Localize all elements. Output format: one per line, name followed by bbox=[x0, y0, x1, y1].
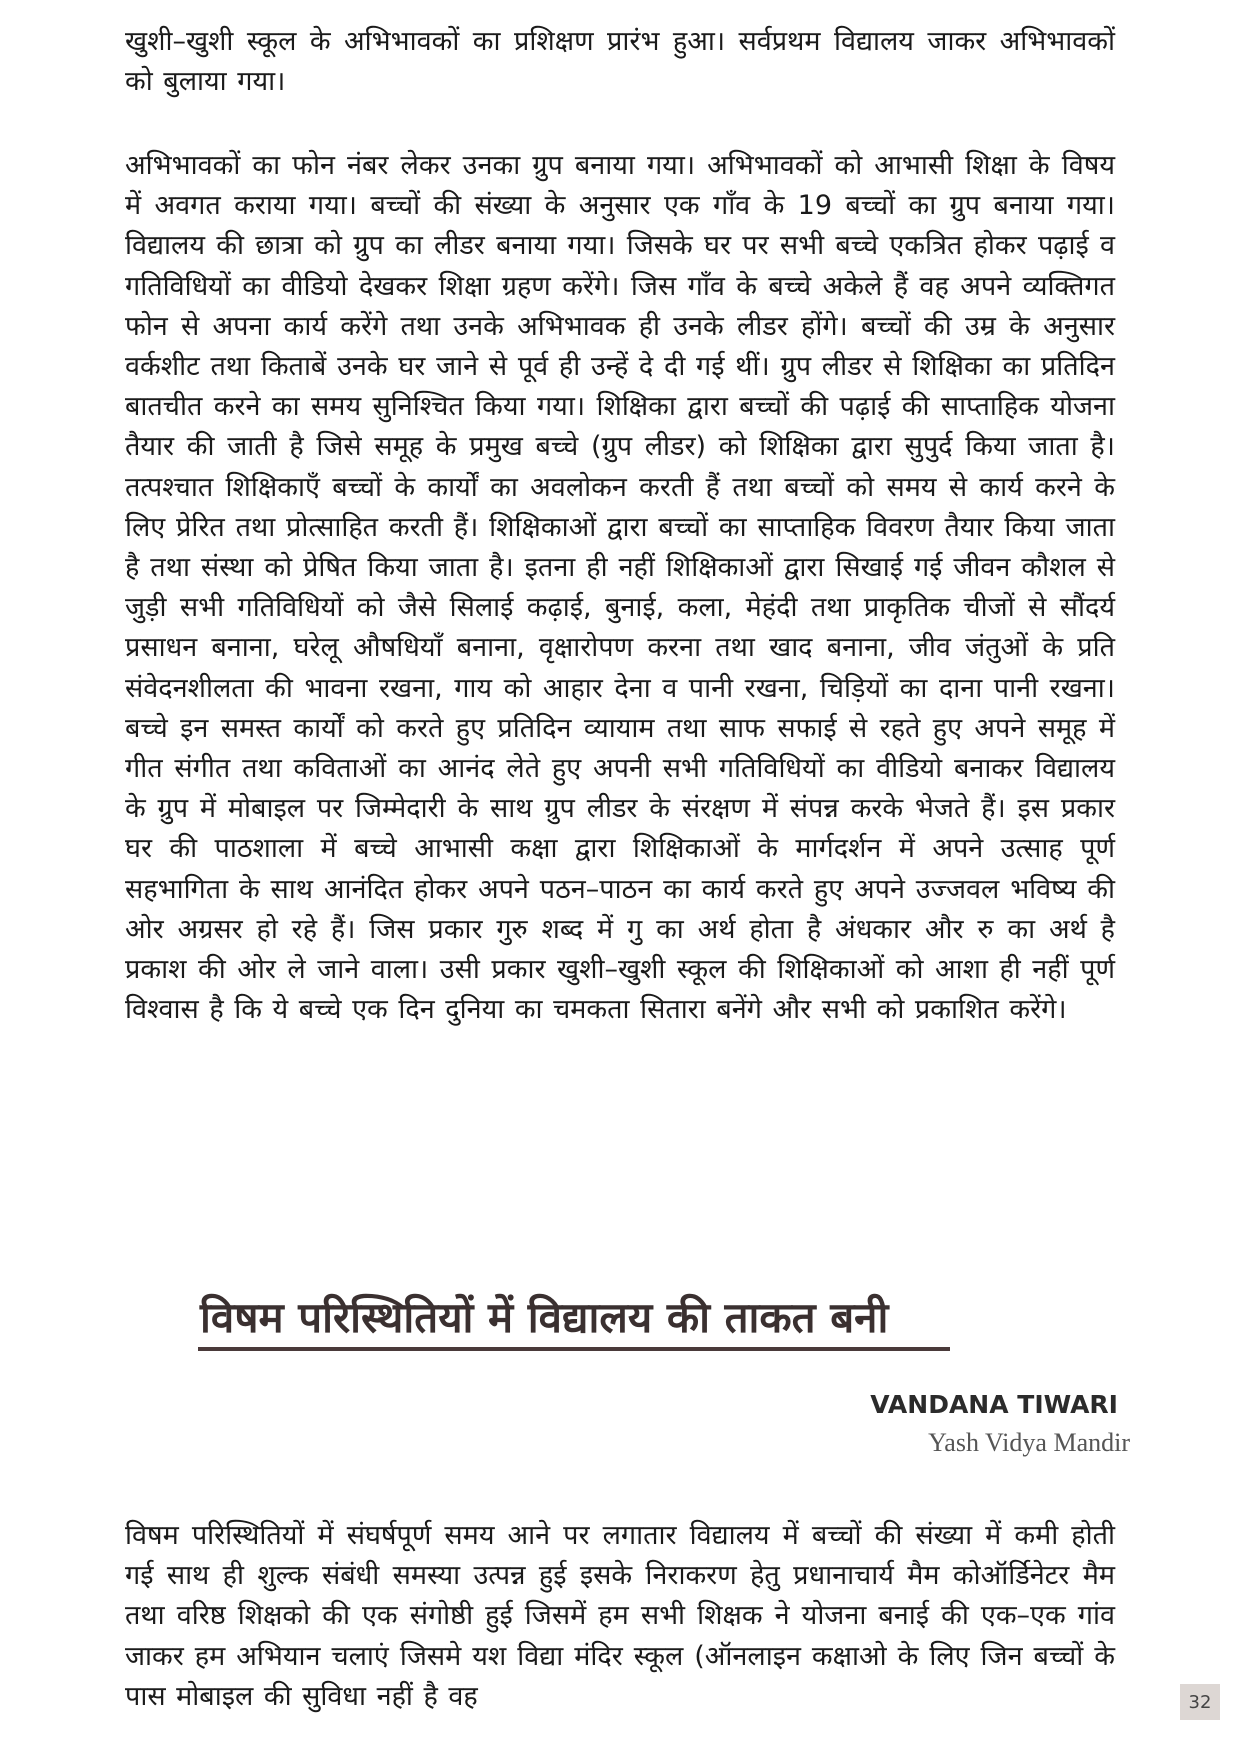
paragraph-body: अभिभावकों का फोन नंबर लेकर उनका ग्रुप बनाया गया। अभिभावकों को आभासी शिक्षा के विषय में अवगत कराया गया। बच्चों की संख्या के अनुसार एक गाँव के 19 बच्चों का ग्रुप बनाया गया। विद्यालय की छात्रा को ग्रुप का लीडर बनाया गया। जिसके घर पर सभी बच्चे एकत्रित होकर पढ़ाई व गतिविधियों का वीडियो देखकर शिक्षा ग्रहण करेंगे। जिस गाँव के बच्चे अकेले हैं वह अपने व्यक्तिगत फोन से अपना कार्य करेंगे तथा उनके अभिभावक ही उनके लीडर होंगे। बच्चों की उम्र के अनुसार वर्कशीट तथा किताबें उनके घर जाने से पूर्व ही उन्हें दे दी गई थीं। ग्रुप लीडर से शिक्षिका का प्रतिदिन बातचीत करने का समय सुनिश्चित किया गया। शिक्षिका द्वारा बच्चों की पढ़ाई की साप्ताहिक योजना तैयार की जाती है जिसे समूह के प्रमुख बच्चे (ग्रुप लीडर) को शिक्षिका द्वारा सुपुर्द किया जाता है। तत्पश्चात शिक्षिकाएँ बच्चों के कार्यों का अवलोकन करती हैं तथा बच्चों को समय से कार्य करने के लिए प्रेरित तथा प्रोत्साहित करती हैं। शिक्षिकाओं द्वारा बच्चों का साप्ताहिक विवरण तैयार किया जाता है तथा संस्था को प्रेषित किया जाता है। इतना ही नहीं शिक्षिकाओं द्वारा सिखाई गई जीवन कौशल से जुड़ी सभी गतिविधियों को जैसे सिलाई कढ़ाई, बुनाई, कला, मेहंदी तथा प्राकृतिक चीजों से सौंदर्य प्रसाधन बनाना, घरेलू औषधियाँ बनाना, वृक्षारोपण करना तथा खाद बनाना, जीव जंतुओं के प्रति संवेदनशीलता की भावना रखना, गाय को आहार देना व पानी रखना, चिड़ियों का दाना पानी रखना। बच्चे इन समस्त कार्यों को करते हुए प्रतिदिन व्यायाम तथा साफ सफाई से रहते हुए अपने समूह में गीत संगीत तथा कविताओं का आनंद लेते हुए अपनी सभी गतिविधियों का वीडियो बनाकर विद्यालय के ग्रुप में मोबाइल पर जिम्मेदारी के साथ ग्रुप लीडर के संरक्षण में संपन्न करके भेजते हैं। इस प्रकार घर की पाठशाला में बच्चे आभासी कक्षा द्वारा शिक्षिकाओं के मार्गदर्शन में अपने उत्साह पूर्ण सहभागिता के साथ आनंदित होकर अपने पठन–पाठन का कार्य करते हुए अपने उज्जवल भविष्य की ओर अग्रसर हो रहे हैं। जिस प्रकार गुरु शब्द में गु का अर्थ होता है अंधकार और रु का अर्थ है प्रकाश की ओर ले जाने वाला। उसी प्रकार खुशी–खुशी स्कूल की शिक्षिकाओं को आशा ही नहीं पूर्ण विश्वास है कि ये बच्चे एक दिन दुनिया का चमकता सितारा बनेंगे और सभी को प्रकाशित करेंगे। bbox=[125, 150, 1115, 1026]
author-school: Yash Vidya Mandir bbox=[928, 1428, 1130, 1457]
paragraph-intro: खुशी–खुशी स्कूल के अभिभावकों का प्रशिक्षण प्रारंभ हुआ। सर्वप्रथम विद्यालय जाकर अभिभावकों को बुलाया गया। bbox=[125, 26, 1115, 98]
paragraph-article: विषम परिस्थितियों में संघर्षपूर्ण समय आने पर लगातार विद्यालय में बच्चों की संख्या में कमी होती गई साथ ही शुल्क संबंधी समस्या उत्पन्न हुई इसके निराकरण हेतु प्रधानाचार्य मैम कोऑर्डिनेटर मैम तथा वरिष्ठ शिक्षको की एक संगोष्ठी हुई जिसमें हम सभी शिक्षक ने योजना बनाई की एक–एक गांव जाकर हम अभियान चलाएं जिसमे यश विद्या मंदिर स्कूल (ऑनलाइन कक्षाओ के लिए जिन बच्चों के पास मोबाइल की सुविधा नहीं है वह bbox=[125, 1520, 1115, 1712]
page-number: 32 bbox=[1180, 1684, 1220, 1720]
article-heading: विषम परिस्थितियों में विद्यालय की ताकत बनी bbox=[200, 1293, 889, 1342]
author-name: VANDANA TIWARI bbox=[870, 1390, 1118, 1419]
heading-underline bbox=[198, 1347, 950, 1351]
